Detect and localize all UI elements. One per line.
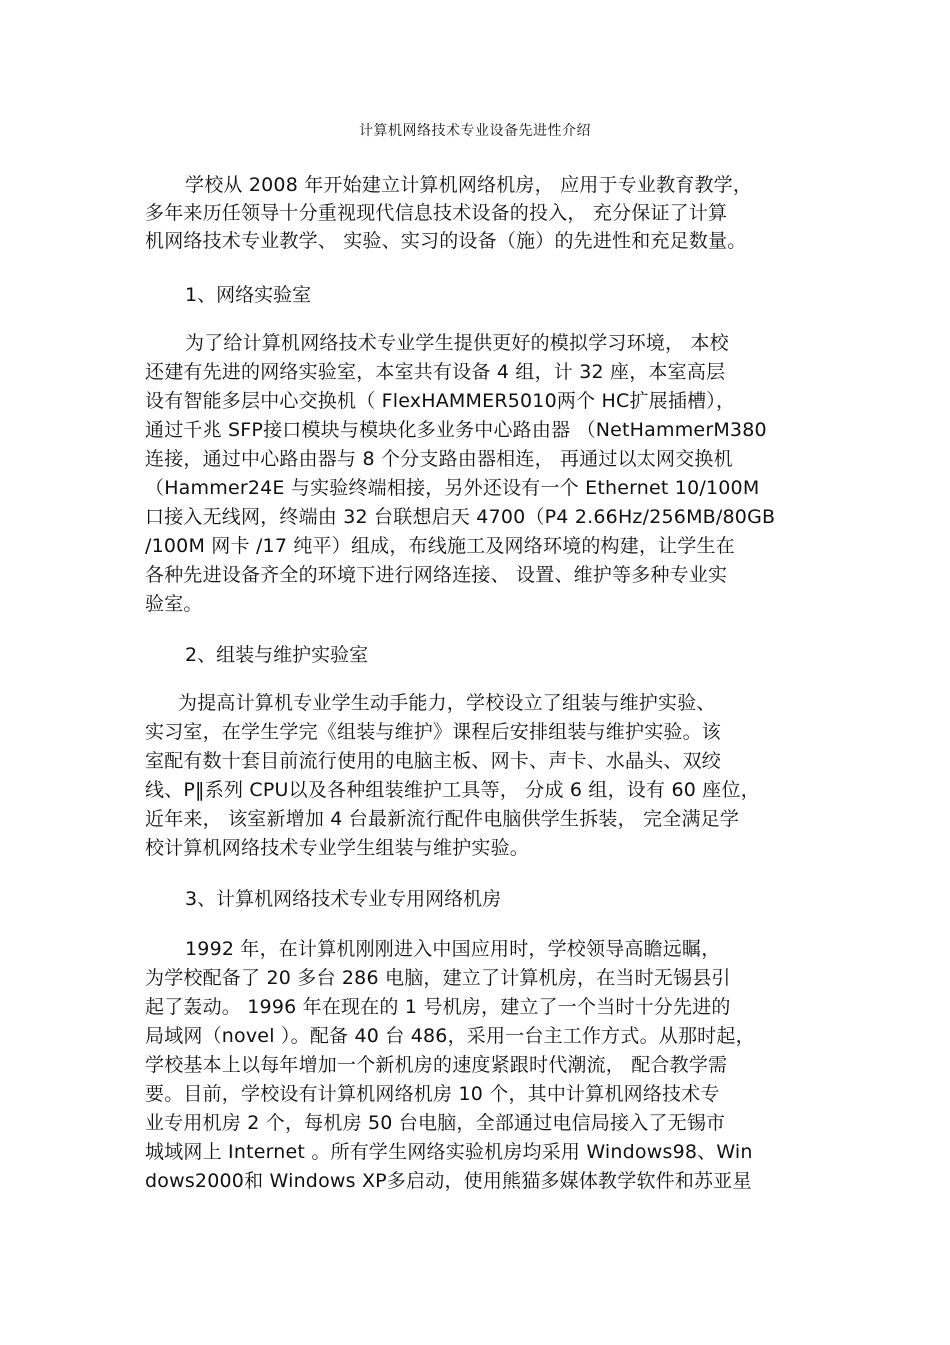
section-3-line: 要。目前，学校设有计算机网络机房 10 个，其中计算机网络技术专: [145, 1083, 720, 1105]
section-heading-network-room: 3、计算机网络技术专业专用网络机房: [185, 888, 502, 910]
section-3-line: 起了轰动。 1996 年在现在的 1 号机房，建立了一个当时十分先进的: [145, 996, 731, 1018]
section-3-line: 业专用机房 2 个，每机房 50 台电脑，全部通过电信局接入了无锡市: [145, 1112, 726, 1134]
section-heading-assembly-lab: 2、组装与维护实验室: [185, 644, 369, 666]
section-2-line: 校计算机网络技术专业学生组装与维护实验。: [145, 837, 530, 859]
section-3-line: 局域网（novel ）。配备 40 台 486，采用一台主工作方式。从那时起，: [145, 1025, 755, 1047]
document-title: 计算机网络技术专业设备先进性介绍: [359, 123, 591, 139]
section-3-line: dows2000和 Windows XP多启动，使用熊猫多媒体教学软件和苏亚星: [145, 1170, 752, 1192]
section-heading-network-lab: 1、网络实验室: [185, 284, 312, 306]
section-2-line: 线、P‖系列 CPU以及各种组装维护工具等， 分成 6 组，设有 60 座位，: [145, 779, 760, 801]
section-1-line: 设有智能多层中心交换机（ FlexHAMMER5010两个 HC扩展插槽），: [145, 390, 736, 412]
intro-line-2: 多年来历任领导十分重视现代信息技术设备的投入， 充分保证了计算: [145, 202, 728, 224]
section-3-line: 城域网上 Internet 。所有学生网络实验机房均采用 Windows98、Win: [145, 1141, 753, 1163]
section-1-line: 连接，通过中心路由器与 8 个分支路由器相连， 再通过以太网交换机: [145, 448, 733, 470]
section-1-line: 口接入无线网，终端由 32 台联想启天 4700（P4 2.66Hz/256MB/80GB: [145, 506, 776, 528]
section-1-line: /100M 网卡 /17 纯平）组成，布线施工及网络环境的构建，让学生在: [145, 535, 735, 557]
section-3-line: 为学校配备了 20 多台 286 电脑，建立了计算机房，在当时无锡县引: [145, 967, 731, 989]
section-1-line: 为了给计算机网络技术专业学生提供更好的模拟学习环境， 本校: [185, 332, 729, 354]
section-3-line: 1992 年，在计算机刚刚进入中国应用时，学校领导高瞻远瞩，: [185, 938, 721, 960]
section-2-line: 室配有数十套目前流行使用的电脑主板、网卡、声卡、水晶头、双绞: [145, 750, 722, 772]
intro-line-3: 机网络技术专业教学、 实验、实习的设备（施）的先进性和充足数量。: [145, 230, 747, 252]
section-2-line: 近年来， 该室新增加 4 台最新流行配件电脑供学生拆装， 完全满足学: [145, 808, 740, 830]
section-2-line: 实习室，在学生学完《组装与维护》课程后安排组装与维护实验。该: [145, 721, 722, 743]
section-1-line: （Hammer24E 与实验终端相接，另外还设有一个 Ethernet 10/100M: [145, 477, 760, 499]
section-1-line: 验室。: [145, 593, 203, 615]
section-1-line: 还建有先进的网络实验室，本室共有设备 4 组，计 32 座，本室高层: [145, 361, 726, 383]
section-1-line: 各种先进设备齐全的环境下进行网络连接、 设置、维护等多种专业实: [145, 564, 728, 586]
section-2-line: 为提高计算机专业学生动手能力，学校设立了组装与维护实验、: [178, 692, 716, 714]
section-3-line: 学校基本上以每年增加一个新机房的速度紧跟时代潮流， 配合教学需: [145, 1054, 728, 1076]
section-1-line: 通过千兆 SFP接口模块与模块化多业务中心路由器 （NetHammerM380: [145, 419, 767, 441]
intro-line-1: 学校从 2008 年开始建立计算机网络机房， 应用于专业教育教学，: [185, 174, 753, 196]
